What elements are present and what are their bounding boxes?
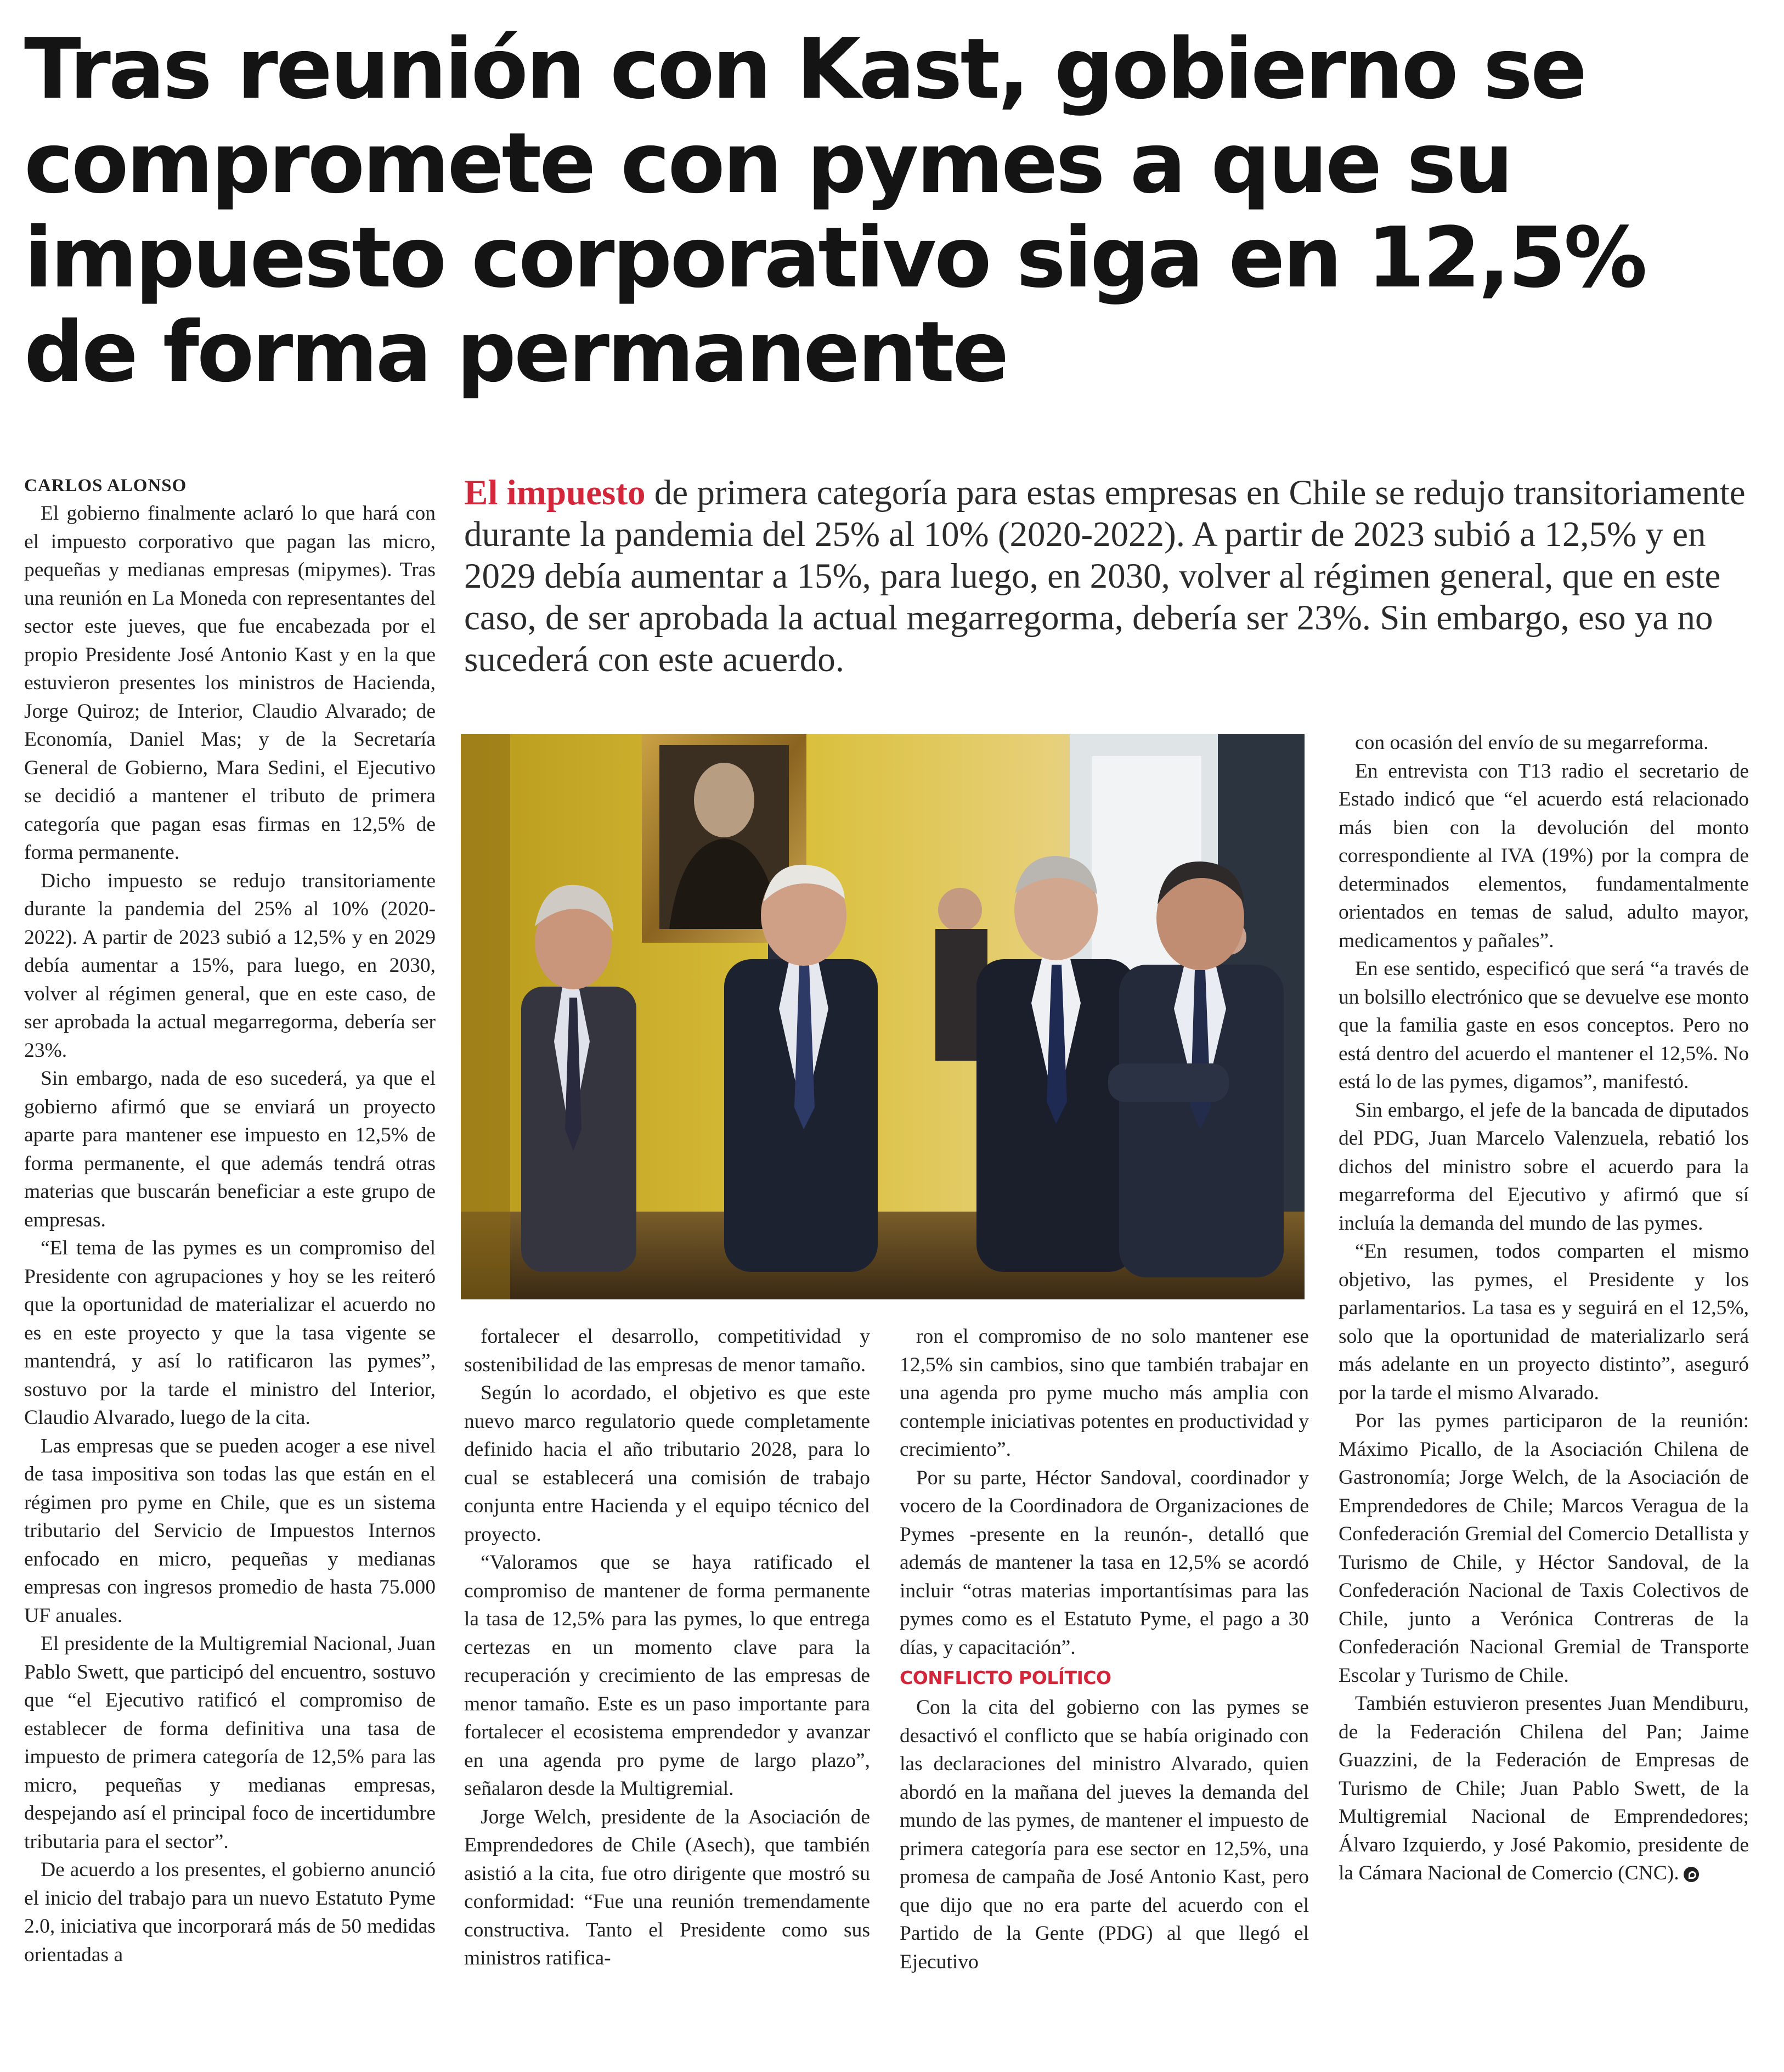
paragraph: El gobierno finalmente aclaró lo que hará con el impuesto corporativo que pagan las micro, pequeñas y medianas empresas (mipymes). Tras una reunión en La Moneda con representantes del sector este jueves, que fue encabezada por el propio Presidente José Antonio Kast y en la que estuvieron presentes los ministros de Hacienda, Jorge Quiroz; de Interior, Claudio Alvarado; de Economía, Daniel Mas; y de la Secretaría General de Gobierno, Mara Sedini, el Ejecutivo se decidió a mantener el tributo de primera categoría que pagan esas firmas en 12,5% de forma permanente. — [24, 502, 436, 864]
column-3-paragraphs-b — [900, 1693, 1309, 1976]
column-1 — [24, 472, 436, 1969]
lead-kicker: El impuesto — [464, 473, 646, 513]
paragraph: con ocasión del envío de su megarreforma. — [1355, 731, 1709, 754]
paragraph: Según lo acordado, el objetivo es que este nuevo marco regulatorio quede completamente definido hacia el año tributario 2028, para lo cual se establecerá una comisión de trabajo conjunta entre Hacienda y el equipo técnico del proyecto. — [464, 1382, 870, 1546]
paragraph: Sin embargo, nada de eso sucederá, ya que el gobierno afirmó que se enviará un proyecto aparte para mantener ese impuesto en 12,5% de forma permanente, el que además tendrá otras materias que buscarán beneficiar a este grupo de empresas. — [24, 1067, 436, 1231]
paragraph: “En resumen, todos comparten el mismo objetivo, las pymes, el Presidente y los parlamentarios. La tasa es y seguirá en el 12,5%, solo que la oportunidad de materializarlo será más adelante en un proyecto distinto”, aseguró por la tarde el mismo Alvarado. — [1339, 1240, 1749, 1404]
column-2 — [464, 1322, 870, 1973]
paragraph: ron el compromiso de no solo mantener ese 12,5% sin cambios, sino que también trabajar en una agenda pro pyme mucho más amplia con contemple iniciativas potentes en productividad y crecimiento”. — [900, 1325, 1309, 1461]
meeting-photo — [461, 734, 1305, 1299]
paragraph: Jorge Welch, presidente de la Asociación de Emprendedores de Chile (Asech), que también asistió a la cita, fue otro dirigente que mostró su conformidad: “Fue una reunión tremendamente constructiva. Tanto el Presidente como sus ministros ratifica- — [464, 1805, 870, 1969]
paragraph: fortalecer el desarrollo, competitividad y sostenibilidad de las empresas de menor tamaño. — [464, 1325, 870, 1376]
paragraph: En entrevista con T13 radio el secretario de Estado indicó que “el acuerdo está relacionado más bien con la devolución del monto correspondiente al IVA (19%) por la compra de determinados elementos, fundamentalmente orientados en temas de salud, adulto mayor, medicamentos y pañales”. — [1339, 759, 1749, 952]
paragraph: Sin embargo, el jefe de la bancada de diputados del PDG, Juan Marcelo Valenzuela, rebatió los dichos del ministro sobre el acuerdo para la megarreforma del Ejecutivo y afirmó que sí incluía la demanda del mundo de las pymes. — [1339, 1099, 1749, 1235]
column-2-paragraphs — [464, 1322, 870, 1973]
section-subhead: CONFLICTO POLÍTICO — [900, 1667, 1111, 1688]
column-4 — [1339, 729, 1749, 1888]
column-3-paragraphs-a — [900, 1322, 1309, 1662]
paragraph: Dicho impuesto se redujo transitoriamente durante la pandemia del 25% al 10% (2020-2022). A partir de 2023 subió a 12,5% y en 2029 debía aumentar a 15%, para luego, en 2030, volver al régimen general, que en este caso, de ser aprobada la actual megarregorma, debería ser 23%. — [24, 869, 436, 1062]
headline: Tras reunión con Kast, gobierno se compromete con pymes a que su impuesto corporativo siga en 12,5% de forma permanente — [24, 20, 1645, 401]
paragraph: “Valoramos que se haya ratificado el compromiso de mantener de forma permanente la tasa de 12,5% para las pymes, lo que entrega certezas en un momento clave para la recuperación y crecimiento de las empresas de menor tamaño. Este es un paso importante para fortalecer el ecosistema emprendedor y avanzar en una agenda pro pyme de largo plazo”, señalaron desde la Multigremial. — [464, 1551, 870, 1800]
paragraph: El presidente de la Multigremial Nacional, Juan Pablo Swett, que participó del encuentro, sostuvo que “el Ejecutivo ratificó el compromiso de establecer de forma definitiva una tasa de impuesto de primera categoría de 12,5% para las micro, pequeñas y medianas empresas, despejando así el principal foco de incertidumbre tributaria para el sector”. — [24, 1632, 436, 1853]
paragraph: Por las pymes participaron de la reunión: Máximo Picallo, de la Asociación Chilena de Gastronomía; Jorge Welch, de la Asociación de Emprendedores de Chile; Marcos Veragua de la Confederación Gremial del Comercio Detallista y Turismo de Chile, y Héctor Sandoval, de la Confederación Nacional de Taxis Colectivos de Chile, junto a Verónica Contreras de la Confederación Nacional Gremial de Transporte Escolar y Turismo de Chile. — [1339, 1410, 1749, 1687]
paragraph: “El tema de las pymes es un compromiso del Presidente con agrupaciones y hoy se les reiteró que la oportunidad de materializar el acuerdo no es en este proyecto y que la tasa vigente se mantendrá, y así lo ratificaron las pymes”, sostuvo por la tarde el ministro del Interior, Claudio Alvarado, luego de la cita. — [24, 1237, 436, 1429]
byline: CARLOS ALONSO — [24, 476, 187, 496]
paragraph: Con la cita del gobierno con las pymes se desactivó el conflicto que se había originado con las declaraciones del ministro Alvarado, quien abordó en la mañana del jueves la demanda del mundo de las pymes, de mantener el impuesto de primera categoría para ese sector en 12,5%, una promesa de campaña de José Antonio Kast, pero que dijo que no era parte del acuerdo con el Partido de la Gente (PDG) al que llegó el Ejecutivo — [900, 1696, 1309, 1973]
column-4-paragraphs — [1339, 729, 1749, 1888]
paragraph: De acuerdo a los presentes, el gobierno anunció el inicio del trabajo para un nuevo Estatuto Pyme 2.0, iniciativa que incorporará más de 50 medidas orientadas a — [24, 1859, 436, 1966]
column-1-paragraphs — [24, 499, 436, 1969]
paragraph: Las empresas que se pueden acoger a ese nivel de tasa impositiva son todas las que están en el régimen pro pyme en Chile, que es un sistema tributario del Servicio de Impuestos Internos enfocado en micro, pequeñas y medianas empresas con ingresos promedio de hasta 75.000 UF anuales. — [24, 1434, 436, 1627]
paragraph: Por su parte, Héctor Sandoval, coordinador y vocero de la Coordinadora de Organizaciones de Pymes -presente en la reunón-, detalló que además de mantener la tasa en 12,5% se acordó incluir “otras materias importantísimas para las pymes como es el Estatuto Pyme, el pago a 30 días, y capacitación”. — [900, 1466, 1309, 1659]
paragraph: También estuvieron presentes Juan Mendiburu, de la Federación Chilena del Pan; Jaime Guazzini, de la Federación de Empresas de Turismo de Chile; Juan Pablo Swett, de la Multigremial Nacional de Emprendedores; Álvaro Izquierdo, y José Pakomio, presidente de la Cámara Nacional de Comercio (CNC). — [1339, 1692, 1749, 1884]
end-of-article-icon — [1684, 1867, 1699, 1882]
lead-paragraph — [464, 472, 1748, 680]
column-3 — [900, 1322, 1309, 1976]
paragraph: En ese sentido, especificó que será “a través de un bolsillo electrónico que se devuelve ese monto que la familia gaste en esos conceptos. Pero no está dentro del acuerdo el mantener el 12,5%. No está lo de las pymes, digamos”, manifestó. — [1339, 958, 1749, 1093]
lead-text: de primera categoría para estas empresas en Chile se redujo transitoriamente durante la pandemia del 25% al 10% (2020-2022). A partir de 2023 subió a 12,5% y en 2029 debía aumentar a 15%, para luego, en 2030, volver al régimen general, que en este caso, de ser aprobada la actual megarregorma, debería ser 23%. Sin embargo, eso ya no sucederá con este acuerdo. — [464, 473, 1746, 679]
